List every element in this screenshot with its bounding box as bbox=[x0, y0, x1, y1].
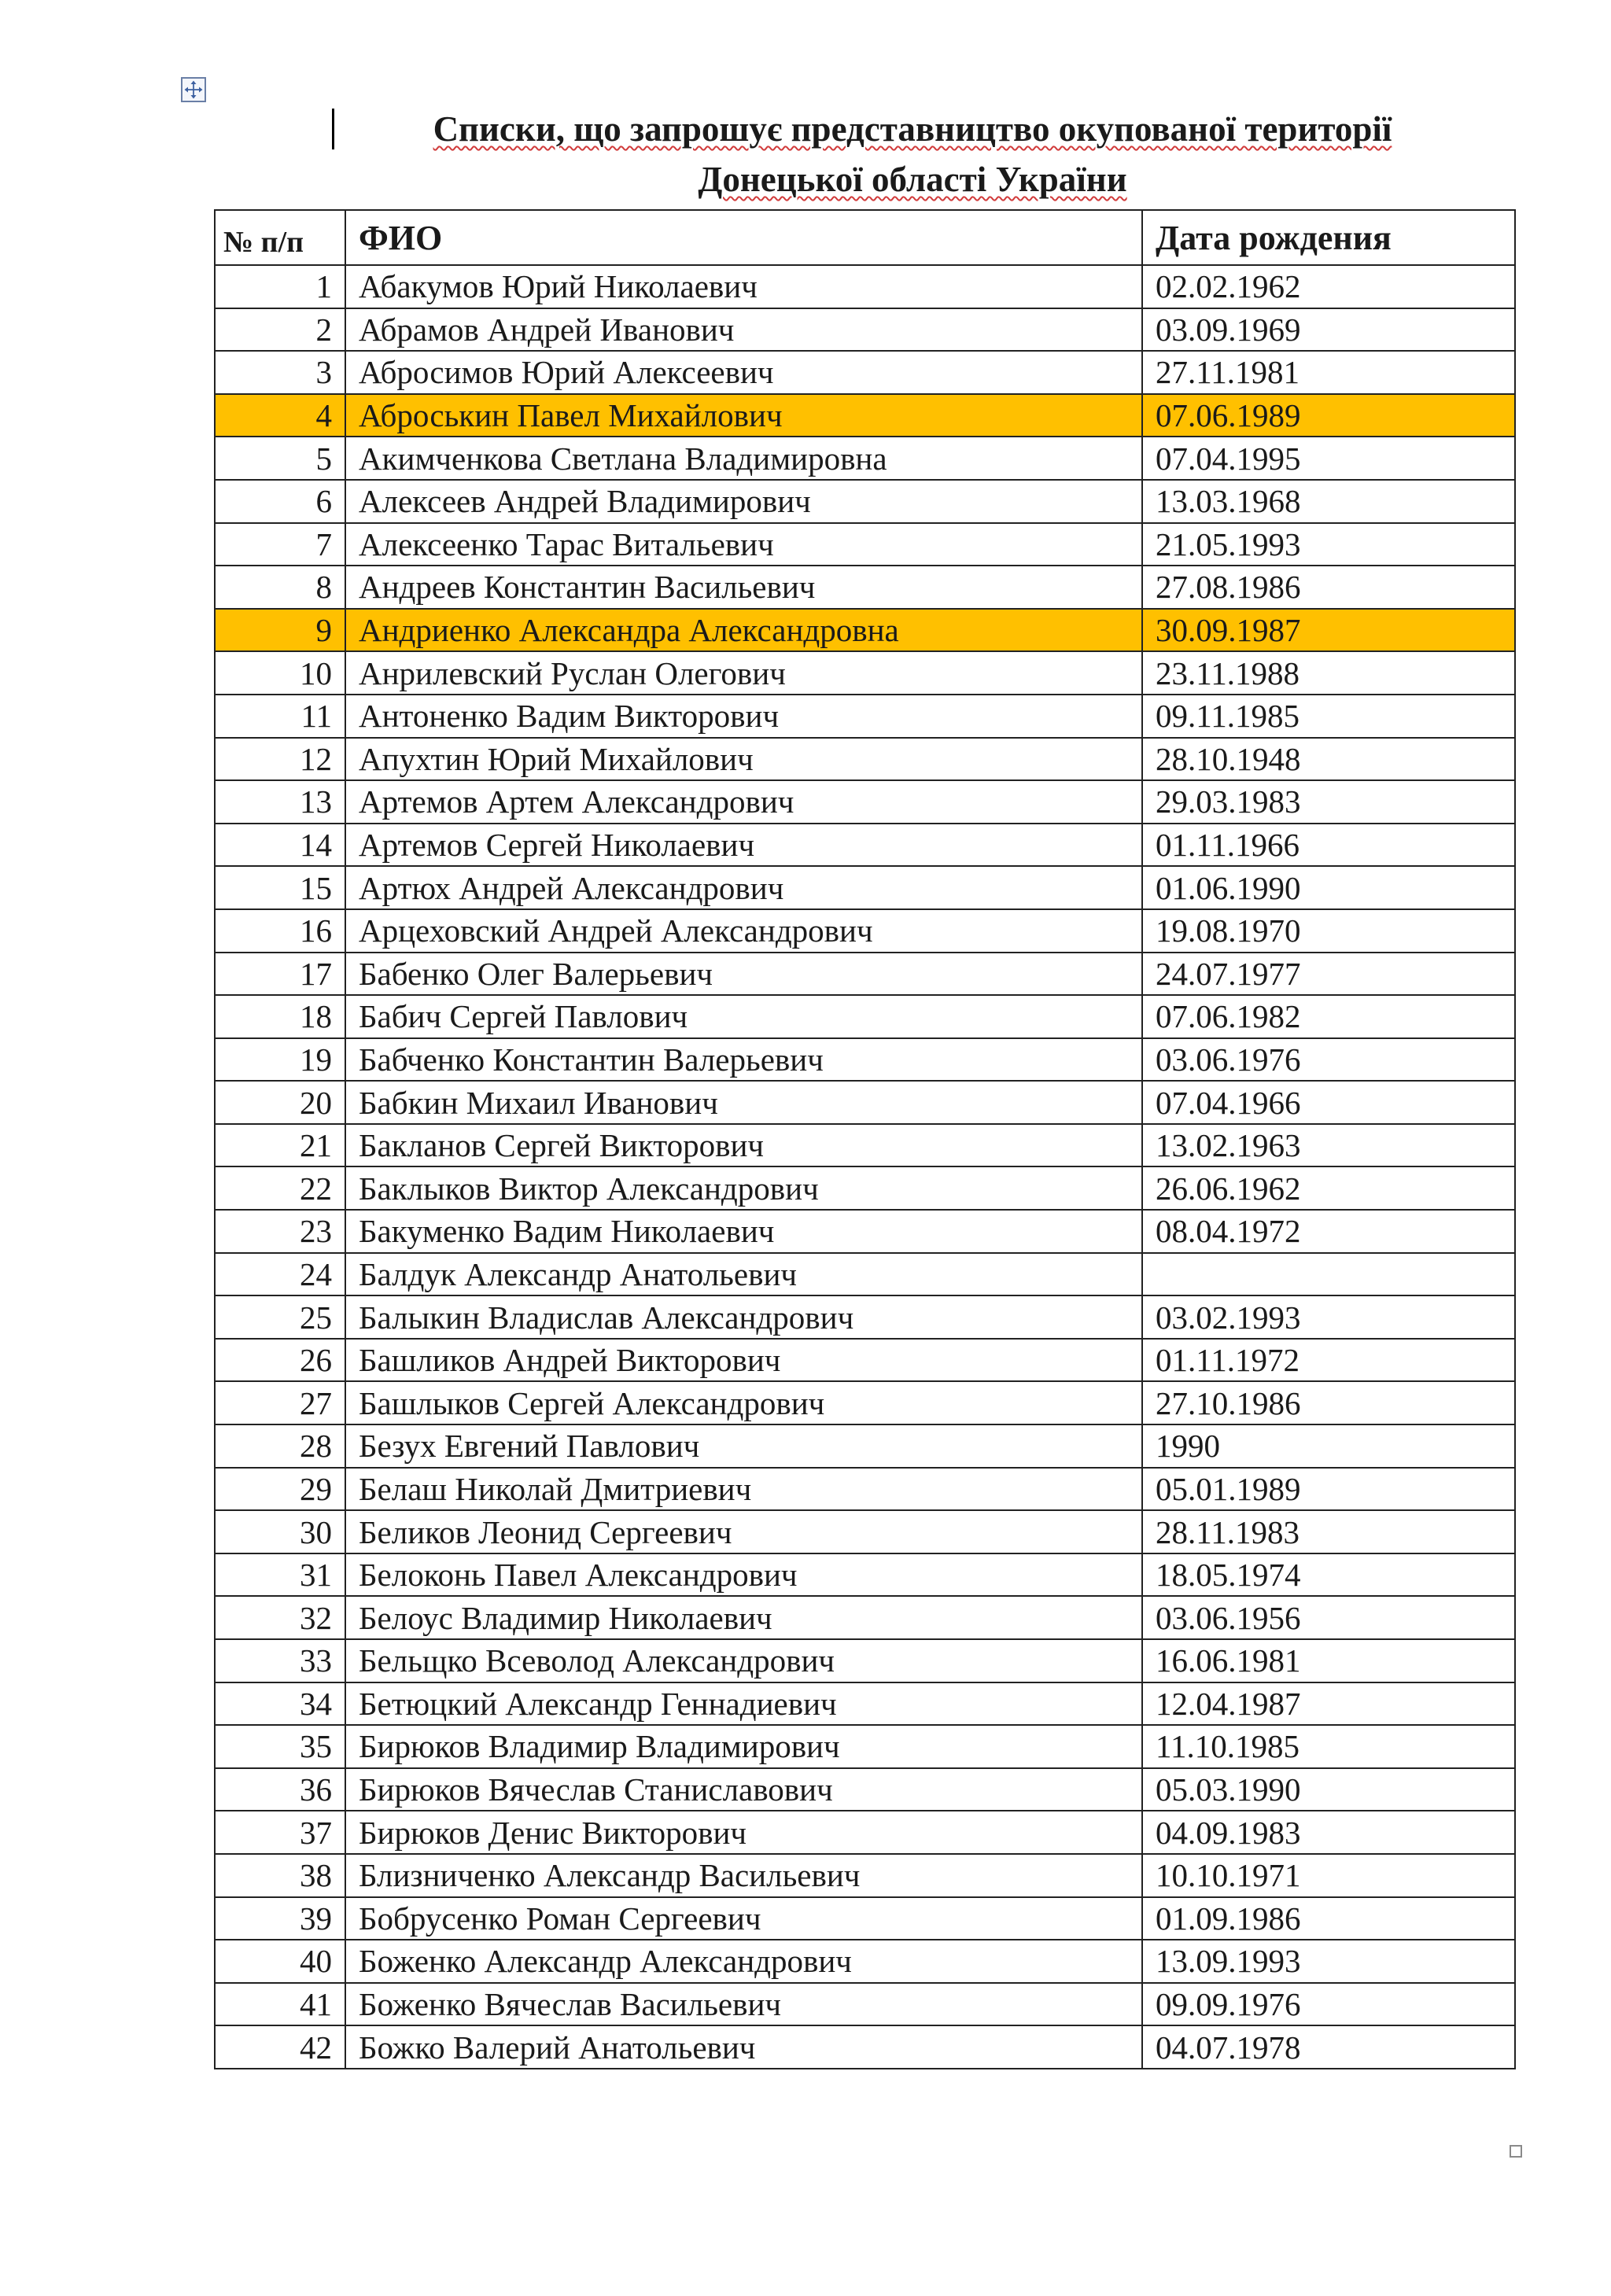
name-cell: Бакланов Сергей Викторович bbox=[345, 1124, 1142, 1167]
row-number-cell: 14 bbox=[215, 824, 345, 867]
table-row bbox=[215, 1897, 1515, 1940]
birthdate-cell: 04.09.1983 bbox=[1142, 1811, 1515, 1854]
row-number-cell: 31 bbox=[215, 1553, 345, 1597]
table-row bbox=[215, 1983, 1515, 2026]
name-cell: Бирюков Денис Викторович bbox=[345, 1811, 1142, 1854]
table-resize-handle[interactable] bbox=[1510, 2145, 1522, 2158]
name-cell: Артемов Артем Александрович bbox=[345, 780, 1142, 824]
birthdate-cell: 01.11.1972 bbox=[1142, 1339, 1515, 1382]
birthdate-cell: 09.09.1976 bbox=[1142, 1983, 1515, 2026]
row-number-cell: 2 bbox=[215, 308, 345, 352]
name-cell: Белоконь Павел Александрович bbox=[345, 1553, 1142, 1597]
row-number-cell: 5 bbox=[215, 437, 345, 480]
table-row bbox=[215, 995, 1515, 1038]
row-number-cell: 7 bbox=[215, 523, 345, 566]
row-number-cell: 21 bbox=[215, 1124, 345, 1167]
table-row bbox=[215, 1854, 1515, 1897]
birthdate-cell: 05.03.1990 bbox=[1142, 1768, 1515, 1811]
row-number-cell: 42 bbox=[215, 2025, 345, 2069]
row-number-cell: 16 bbox=[215, 909, 345, 953]
table-row bbox=[215, 1553, 1515, 1597]
birthdate-cell: 23.11.1988 bbox=[1142, 651, 1515, 695]
row-number-cell: 26 bbox=[215, 1339, 345, 1382]
table-row bbox=[215, 1295, 1515, 1339]
row-number-cell: 11 bbox=[215, 695, 345, 738]
table-row bbox=[215, 1468, 1515, 1511]
name-cell: Андреев Константин Васильевич bbox=[345, 566, 1142, 609]
table-row bbox=[215, 1510, 1515, 1553]
name-cell: Бабич Сергей Павлович bbox=[345, 995, 1142, 1038]
row-number-cell: 4 bbox=[215, 394, 345, 437]
name-cell: Бетюцкий Александр Геннадиевич bbox=[345, 1682, 1142, 1726]
row-number-cell: 32 bbox=[215, 1596, 345, 1639]
table-row bbox=[215, 1682, 1515, 1726]
document-title-line-2 bbox=[157, 157, 1611, 201]
table-row bbox=[215, 1424, 1515, 1468]
table-row bbox=[215, 437, 1515, 480]
table-row bbox=[215, 1639, 1515, 1682]
birthdate-cell: 03.06.1976 bbox=[1142, 1038, 1515, 1082]
name-cell: Башликов Андрей Викторович bbox=[345, 1339, 1142, 1382]
row-number-cell: 10 bbox=[215, 651, 345, 695]
birthdate-cell: 11.10.1985 bbox=[1142, 1725, 1515, 1768]
table-row bbox=[215, 953, 1515, 996]
row-number-cell: 34 bbox=[215, 1682, 345, 1726]
name-cell: Антоненко Вадим Викторович bbox=[345, 695, 1142, 738]
name-cell: Божко Валерий Анатольевич bbox=[345, 2025, 1142, 2069]
birthdate-cell: 28.10.1948 bbox=[1142, 738, 1515, 781]
name-cell: Аброськин Павел Михайлович bbox=[345, 394, 1142, 437]
row-number-cell: 24 bbox=[215, 1253, 345, 1296]
table-row bbox=[215, 308, 1515, 352]
name-cell: Бабченко Константин Валерьевич bbox=[345, 1038, 1142, 1082]
title-text: Списки, що запрошує представництво окупованої території bbox=[433, 109, 1392, 149]
name-cell: Арцеховский Андрей Александрович bbox=[345, 909, 1142, 953]
birthdate-cell: 08.04.1972 bbox=[1142, 1210, 1515, 1253]
row-number-cell: 25 bbox=[215, 1295, 345, 1339]
row-number-cell: 29 bbox=[215, 1468, 345, 1511]
row-number-cell: 23 bbox=[215, 1210, 345, 1253]
table-row bbox=[215, 1038, 1515, 1082]
table-row bbox=[215, 1081, 1515, 1124]
birthdate-cell: 18.05.1974 bbox=[1142, 1553, 1515, 1597]
name-cell: Балдук Александр Анатольевич bbox=[345, 1253, 1142, 1296]
name-cell: Абросимов Юрий Алексеевич bbox=[345, 351, 1142, 394]
birthdate-cell: 27.10.1986 bbox=[1142, 1381, 1515, 1424]
birthdate-cell: 01.11.1966 bbox=[1142, 824, 1515, 867]
column-header-number: № п/п bbox=[215, 210, 345, 265]
birthdate-cell: 27.08.1986 bbox=[1142, 566, 1515, 609]
table-row bbox=[215, 866, 1515, 909]
birthdate-cell: 03.06.1956 bbox=[1142, 1596, 1515, 1639]
row-number-cell: 39 bbox=[215, 1897, 345, 1940]
name-cell: Анрилевский Руслан Олегович bbox=[345, 651, 1142, 695]
table-body bbox=[215, 265, 1515, 2069]
birthdate-cell: 07.06.1989 bbox=[1142, 394, 1515, 437]
row-number-cell: 36 bbox=[215, 1768, 345, 1811]
name-cell: Абрамов Андрей Иванович bbox=[345, 308, 1142, 352]
name-cell: Башлыков Сергей Александрович bbox=[345, 1381, 1142, 1424]
row-number-cell: 37 bbox=[215, 1811, 345, 1854]
table-row bbox=[215, 351, 1515, 394]
name-cell: Акимченкова Светлана Владимировна bbox=[345, 437, 1142, 480]
birthdate-cell: 24.07.1977 bbox=[1142, 953, 1515, 996]
row-number-cell: 8 bbox=[215, 566, 345, 609]
name-cell: Бабкин Михаил Иванович bbox=[345, 1081, 1142, 1124]
birthdate-cell: 13.09.1993 bbox=[1142, 1940, 1515, 1983]
row-number-cell: 13 bbox=[215, 780, 345, 824]
table-row bbox=[215, 523, 1515, 566]
column-header-name: ФИО bbox=[345, 210, 1142, 265]
row-number-cell: 3 bbox=[215, 351, 345, 394]
row-number-cell: 17 bbox=[215, 953, 345, 996]
table-header-row bbox=[215, 210, 1515, 265]
name-cell: Боженко Александр Александрович bbox=[345, 1940, 1142, 1983]
birthdate-cell: 07.04.1995 bbox=[1142, 437, 1515, 480]
name-cell: Баклыков Виктор Александрович bbox=[345, 1166, 1142, 1210]
table-row bbox=[215, 824, 1515, 867]
table-row bbox=[215, 780, 1515, 824]
birthdate-cell: 26.06.1962 bbox=[1142, 1166, 1515, 1210]
birthdate-cell: 04.07.1978 bbox=[1142, 2025, 1515, 2069]
row-number-cell: 18 bbox=[215, 995, 345, 1038]
table-row bbox=[215, 1811, 1515, 1854]
table-row bbox=[215, 1940, 1515, 1983]
birthdate-cell: 30.09.1987 bbox=[1142, 609, 1515, 652]
table-row bbox=[215, 1596, 1515, 1639]
roster-table bbox=[214, 209, 1516, 2069]
name-cell: Артемов Сергей Николаевич bbox=[345, 824, 1142, 867]
table-row bbox=[215, 394, 1515, 437]
table-row bbox=[215, 1768, 1515, 1811]
name-cell: Беликов Леонид Сергеевич bbox=[345, 1510, 1142, 1553]
row-number-cell: 35 bbox=[215, 1725, 345, 1768]
table-row bbox=[215, 480, 1515, 523]
birthdate-cell bbox=[1142, 1253, 1515, 1296]
row-number-cell: 22 bbox=[215, 1166, 345, 1210]
row-number-cell: 40 bbox=[215, 1940, 345, 1983]
row-number-cell: 1 bbox=[215, 265, 345, 308]
name-cell: Бакуменко Вадим Николаевич bbox=[345, 1210, 1142, 1253]
birthdate-cell: 01.09.1986 bbox=[1142, 1897, 1515, 1940]
birthdate-cell: 29.03.1983 bbox=[1142, 780, 1515, 824]
name-cell: Бирюков Вячеслав Станиславович bbox=[345, 1768, 1142, 1811]
name-cell: Безух Евгений Павлович bbox=[345, 1424, 1142, 1468]
row-number-cell: 15 bbox=[215, 866, 345, 909]
table-row bbox=[215, 1166, 1515, 1210]
birthdate-cell: 09.11.1985 bbox=[1142, 695, 1515, 738]
row-number-cell: 38 bbox=[215, 1854, 345, 1897]
table-row bbox=[215, 909, 1515, 953]
column-header-birthdate: Дата рождения bbox=[1142, 210, 1515, 265]
name-cell: Белоус Владимир Николаевич bbox=[345, 1596, 1142, 1639]
row-number-cell: 27 bbox=[215, 1381, 345, 1424]
table-row bbox=[215, 566, 1515, 609]
name-cell: Андриенко Александра Александровна bbox=[345, 609, 1142, 652]
birthdate-cell: 10.10.1971 bbox=[1142, 1854, 1515, 1897]
table-row bbox=[215, 1725, 1515, 1768]
row-number-cell: 41 bbox=[215, 1983, 345, 2026]
table-row bbox=[215, 609, 1515, 652]
table-row bbox=[215, 1381, 1515, 1424]
name-cell: Абакумов Юрий Николаевич bbox=[345, 265, 1142, 308]
row-number-cell: 30 bbox=[215, 1510, 345, 1553]
name-cell: Бабенко Олег Валерьевич bbox=[345, 953, 1142, 996]
table-row bbox=[215, 2025, 1515, 2069]
birthdate-cell: 03.09.1969 bbox=[1142, 308, 1515, 352]
name-cell: Белаш Николай Дмитриевич bbox=[345, 1468, 1142, 1511]
name-cell: Бобрусенко Роман Сергеевич bbox=[345, 1897, 1142, 1940]
birthdate-cell: 07.04.1966 bbox=[1142, 1081, 1515, 1124]
birthdate-cell: 13.02.1963 bbox=[1142, 1124, 1515, 1167]
row-number-cell: 20 bbox=[215, 1081, 345, 1124]
birthdate-cell: 16.06.1981 bbox=[1142, 1639, 1515, 1682]
name-cell: Алексеенко Тарас Витальевич bbox=[345, 523, 1142, 566]
table-row bbox=[215, 651, 1515, 695]
birthdate-cell: 27.11.1981 bbox=[1142, 351, 1515, 394]
row-number-cell: 33 bbox=[215, 1639, 345, 1682]
table-row bbox=[215, 1124, 1515, 1167]
birthdate-cell: 12.04.1987 bbox=[1142, 1682, 1515, 1726]
move-arrows-icon bbox=[182, 79, 205, 101]
table-row bbox=[215, 265, 1515, 308]
birthdate-cell: 21.05.1993 bbox=[1142, 523, 1515, 566]
row-number-cell: 19 bbox=[215, 1038, 345, 1082]
table-move-handle[interactable] bbox=[181, 77, 206, 102]
name-cell: Бирюков Владимир Владимирович bbox=[345, 1725, 1142, 1768]
title-text: Донецької області України bbox=[698, 160, 1127, 199]
birthdate-cell: 13.03.1968 bbox=[1142, 480, 1515, 523]
name-cell: Апухтин Юрий Михайлович bbox=[345, 738, 1142, 781]
table-row bbox=[215, 738, 1515, 781]
birthdate-cell: 07.06.1982 bbox=[1142, 995, 1515, 1038]
name-cell: Алексеев Андрей Владимирович bbox=[345, 480, 1142, 523]
table-row bbox=[215, 695, 1515, 738]
name-cell: Бельщко Всеволод Александрович bbox=[345, 1639, 1142, 1682]
birthdate-cell: 19.08.1970 bbox=[1142, 909, 1515, 953]
name-cell: Боженко Вячеслав Васильевич bbox=[345, 1983, 1142, 2026]
birthdate-cell: 01.06.1990 bbox=[1142, 866, 1515, 909]
row-number-cell: 12 bbox=[215, 738, 345, 781]
name-cell: Балыкин Владислав Александрович bbox=[345, 1295, 1142, 1339]
row-number-cell: 6 bbox=[215, 480, 345, 523]
birthdate-cell: 05.01.1989 bbox=[1142, 1468, 1515, 1511]
row-number-cell: 28 bbox=[215, 1424, 345, 1468]
table-row bbox=[215, 1253, 1515, 1296]
document-title-line-1 bbox=[157, 107, 1611, 151]
table-row bbox=[215, 1210, 1515, 1253]
table-row bbox=[215, 1339, 1515, 1382]
birthdate-cell: 1990 bbox=[1142, 1424, 1515, 1468]
row-number-cell: 9 bbox=[215, 609, 345, 652]
birthdate-cell: 03.02.1993 bbox=[1142, 1295, 1515, 1339]
name-cell: Артюх Андрей Александрович bbox=[345, 866, 1142, 909]
birthdate-cell: 02.02.1962 bbox=[1142, 265, 1515, 308]
birthdate-cell: 28.11.1983 bbox=[1142, 1510, 1515, 1553]
name-cell: Близниченко Александр Васильевич bbox=[345, 1854, 1142, 1897]
